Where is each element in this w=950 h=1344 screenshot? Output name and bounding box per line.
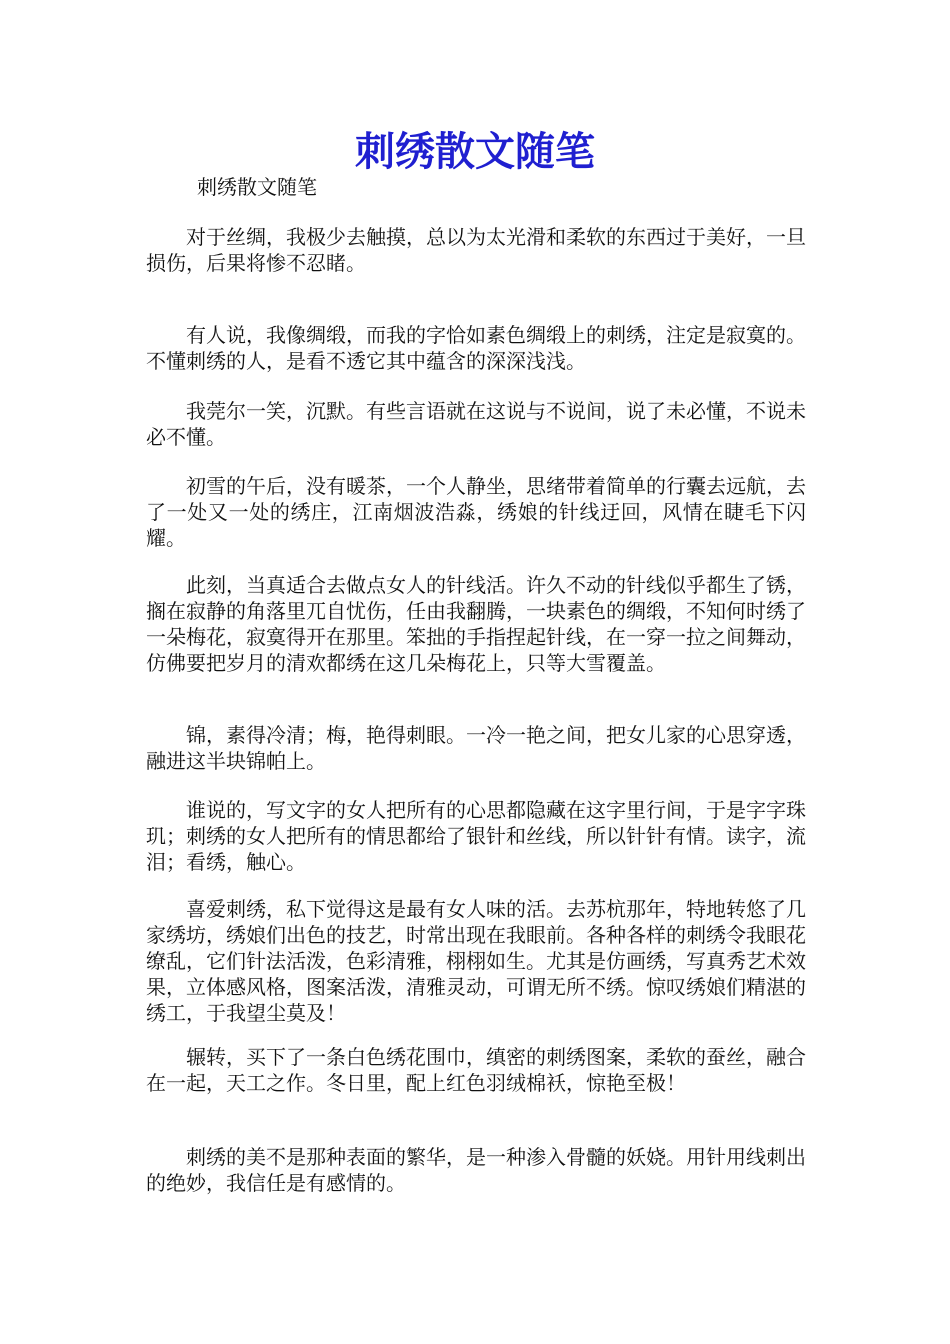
paragraph-6: 锦，素得冷清；梅，艳得刺眼。一冷一艳之间，把女儿家的心思穿透，融进这半块锦帕上。 — [146, 723, 806, 773]
document-subtitle: 刺绣散文随笔 — [197, 175, 317, 199]
document-title: 刺绣散文随笔 — [355, 128, 595, 175]
paragraph-3: 我莞尔一笑，沉默。有些言语就在这说与不说间，说了未必懂，不说未必不懂。 — [146, 399, 806, 449]
paragraph-9: 辗转，买下了一条白色绣花围巾，缜密的刺绣图案，柔软的蚕丝，融合在一起，天工之作。冬日里，配上红色羽绒棉袄，惊艳至极！ — [146, 1045, 806, 1095]
paragraph-7: 谁说的，写文字的女人把所有的心思都隐藏在这字里行间，于是字字珠玑；刺绣的女人把所有的情思都给了银针和丝线，所以针针有情。读字，流泪；看绣，触心。 — [146, 798, 806, 874]
paragraph-8: 喜爱刺绣，私下觉得这是最有女人味的活。去苏杭那年，特地转悠了几家绣坊，绣娘们出色的技艺，时常出现在我眼前。各种各样的刺绣令我眼花缭乱，它们针法活泼，色彩清雅，栩栩如生。尤其是仿画绣，写真秀艺术效果，立体感风格，图案活泼，清雅灵动，可谓无所不绣。惊叹绣娘们精湛的绣工，于我望尘莫及！ — [146, 897, 806, 1025]
paragraph-10: 刺绣的美不是那种表面的繁华，是一种渗入骨髓的妖娆。用针用线刺出的绝妙，我信任是有感情的。 — [146, 1145, 806, 1195]
paragraph-5: 此刻，当真适合去做点女人的针线活。许久不动的针线似乎都生了锈，搁在寂静的角落里兀自忧伤，任由我翻腾，一块素色的绸缎，不知何时绣了一朵梅花，寂寞得开在那里。笨拙的手指捏起针线，在一穿一拉之间舞动，仿佛要把岁月的清欢都绣在这几朵梅花上，只等大雪覆盖。 — [146, 573, 806, 675]
paragraph-2: 有人说，我像绸缎，而我的字恰如素色绸缎上的刺绣，注定是寂寞的。不懂刺绣的人，是看不透它其中蕴含的深深浅浅。 — [146, 323, 806, 373]
paragraph-1: 对于丝绸，我极少去触摸，总以为太光滑和柔软的东西过于美好，一旦损伤，后果将惨不忍睹。 — [146, 225, 806, 275]
paragraph-4: 初雪的午后，没有暖茶，一个人静坐，思绪带着简单的行囊去远航，去了一处又一处的绣庄，江南烟波浩淼，绣娘的针线迂回，风情在睫毛下闪耀。 — [146, 474, 806, 550]
